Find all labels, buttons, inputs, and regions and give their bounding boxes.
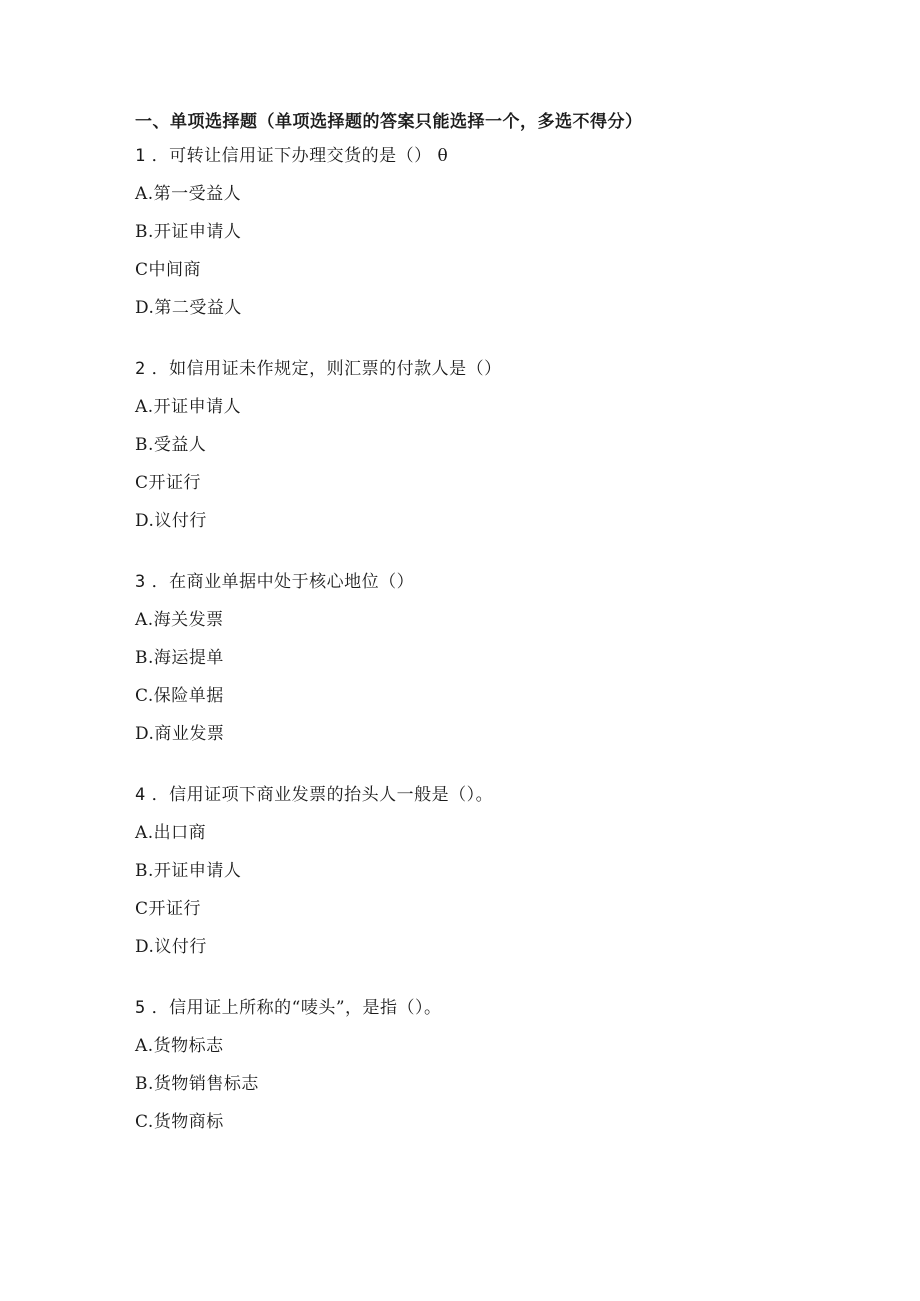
question-stem [135,355,835,383]
option-c: C.保险单据 [135,686,224,706]
option-d: D.议付行 [135,937,207,957]
option-d: D.商业发票 [135,724,225,744]
option-a: A.出口商 [135,823,207,843]
question-number: 2 [135,359,146,379]
option-a: A.第一受益人 [135,184,242,204]
question-stem [135,994,835,1022]
question-stem [135,781,835,809]
question-number: 5 [135,998,146,1018]
option-b: B.开证申请人 [135,861,242,881]
option-b: B.开证申请人 [135,222,242,242]
question-1 [135,142,835,322]
option-c: C.货物商标 [135,1112,224,1132]
option-d: D.第二受益人 [135,298,242,318]
question-text: ．可转让信用证下办理交货的是（） θ [151,146,449,166]
question-number: 1 [135,146,146,166]
section-title: 一、单项选择题（单项选择题的答案只能选择一个，多选不得分） [135,112,643,132]
question-text: ．在商业单据中处于核心地位（） [151,572,415,592]
option-c: C中间商 [135,260,202,280]
question-4 [135,781,835,961]
option-d: D.议付行 [135,511,207,531]
question-stem [135,142,835,170]
question-number: 4 [135,785,146,805]
question-number: 3 [135,572,146,592]
document-page [135,108,835,1169]
option-a: A.海关发票 [135,610,224,630]
option-b: B.受益人 [135,435,207,455]
option-c: C开证行 [135,473,202,493]
question-2 [135,355,835,535]
question-text: ．如信用证未作规定，则汇票的付款人是（） [151,359,502,379]
question-stem [135,568,835,596]
question-3 [135,568,835,748]
question-text: ．信用证上所称的“唛头”，是指（）。 [151,998,442,1018]
option-a: A.开证申请人 [135,397,242,417]
option-a: A.货物标志 [135,1036,224,1056]
question-text: ．信用证项下商业发票的抬头人一般是（）。 [151,785,494,805]
option-c: C开证行 [135,899,202,919]
option-b: B.货物销售标志 [135,1074,259,1094]
option-b: B.海运提单 [135,648,224,668]
question-5 [135,994,835,1136]
